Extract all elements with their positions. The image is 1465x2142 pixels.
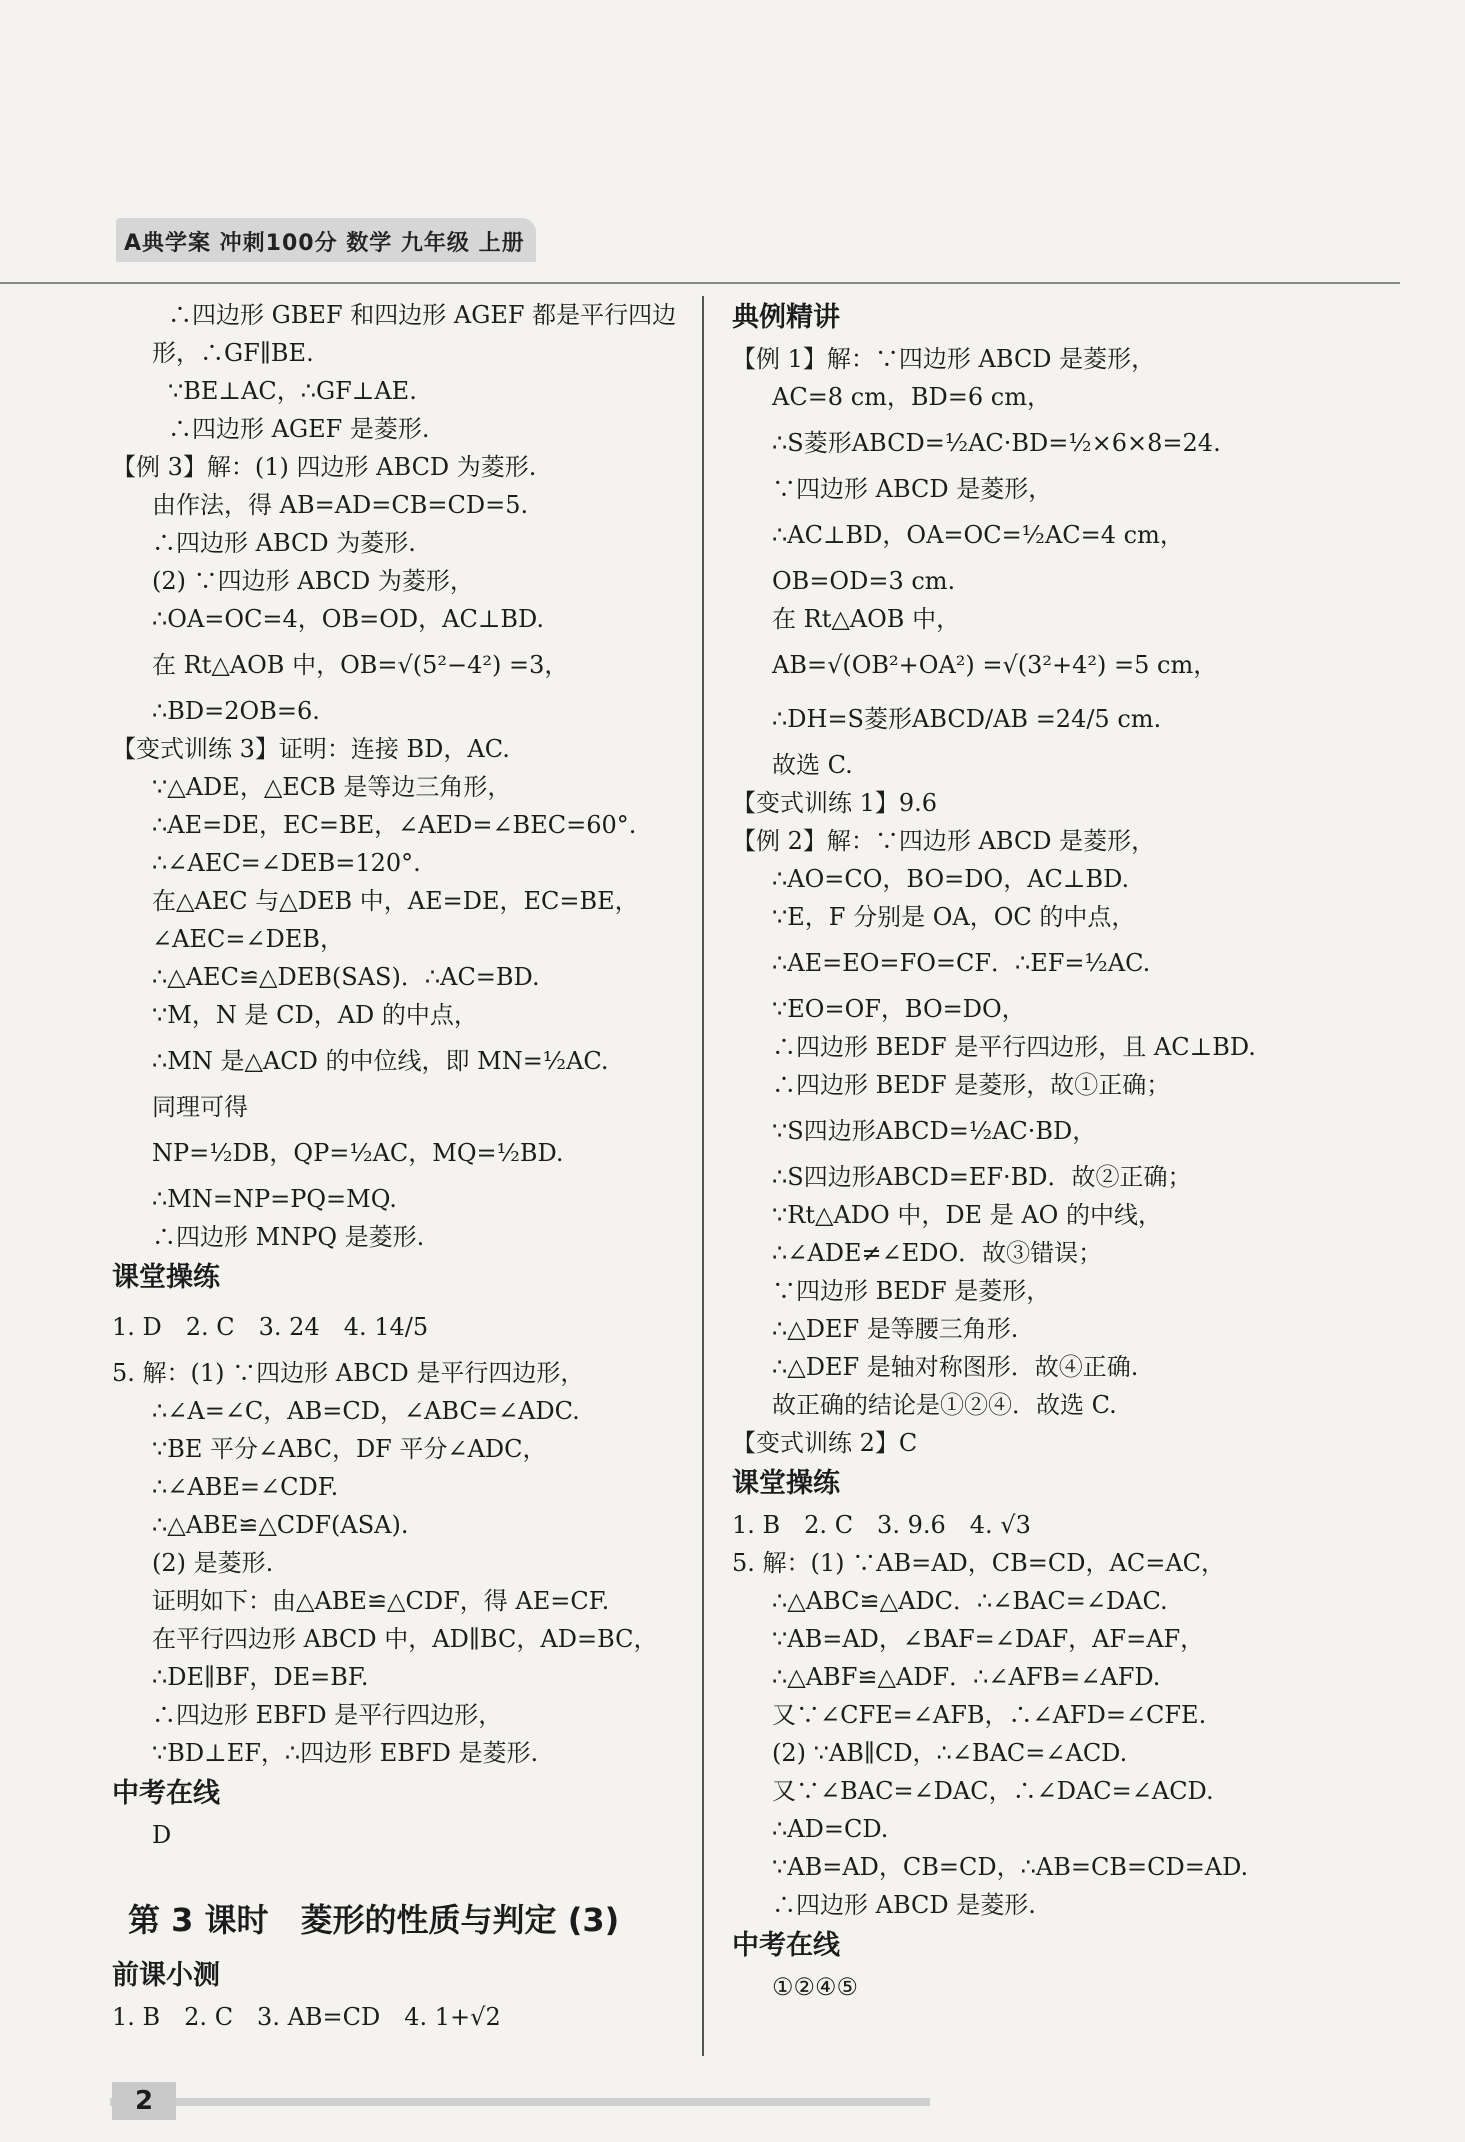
- text-line: ∴△AEC≌△DEB(SAS)．∴AC=BD.: [152, 963, 540, 991]
- text-line: ∵四边形 ABCD 是菱形，: [772, 475, 1053, 503]
- text-line: ∴四边形 BEDF 是平行四边形，且 AC⊥BD.: [772, 1033, 1256, 1061]
- text-line: ∵AB=AD，CB=CD，∴AB=CB=CD=AD.: [772, 1853, 1249, 1881]
- text-line: (2) ∵四边形 ABCD 为菱形，: [152, 567, 474, 595]
- text-line: 故正确的结论是①②④．故选 C.: [772, 1391, 1117, 1419]
- text-line: NP=½DB，QP=½AC，MQ=½BD.: [152, 1139, 564, 1167]
- text-line: 5. 解：(1) ∵AB=AD，CB=CD，AC=AC，: [732, 1549, 1226, 1577]
- text-line: ∴∠ABE=∠CDF.: [152, 1473, 339, 1501]
- text-line: 在 Rt△AOB 中，: [772, 605, 961, 633]
- text-line: ∵BD⊥EF，∴四边形 EBFD 是菱形.: [152, 1739, 539, 1767]
- example-heading: 【例 1】解：∵四边形 ABCD 是菱形，: [732, 345, 1156, 373]
- example-heading: 【例 3】解：(1) 四边形 ABCD 为菱形.: [112, 453, 537, 481]
- text-line: ∴四边形 ABCD 是菱形.: [772, 1891, 1036, 1919]
- text-line: OB=OD=3 cm.: [772, 567, 956, 595]
- example-heading: 【例 2】解：∵四边形 ABCD 是菱形，: [732, 827, 1156, 855]
- text-line: (2) 是菱形.: [152, 1549, 274, 1577]
- text-line: ∴四边形 EBFD 是平行四边形，: [152, 1701, 503, 1729]
- answer-line: 1. D 2. C 3. 24 4. 14/5: [112, 1313, 429, 1341]
- example-heading: 【变式训练 2】C: [732, 1429, 918, 1457]
- lesson-title: 第 3 课时 菱形的性质与判定 (3): [128, 1901, 620, 1939]
- section-heading: 课堂操练: [732, 1468, 840, 1499]
- text-line: ∴OA=OC=4，OB=OD，AC⊥BD.: [152, 605, 545, 633]
- text-line: ∴四边形 MNPQ 是菱形.: [152, 1223, 425, 1251]
- text-line: ∵△ADE，△ECB 是等边三角形，: [152, 773, 512, 801]
- text-line: ∴AE=EO=FO=CF．∴EF=½AC.: [772, 949, 1151, 977]
- example-heading: 【变式训练 1】9.6: [732, 789, 938, 817]
- text-line: ∵BE 平分∠ABC，DF 平分∠ADC，: [152, 1435, 547, 1463]
- text-line: ∴四边形 ABCD 为菱形.: [152, 529, 416, 557]
- text-line: ∵AB=AD，∠BAF=∠DAF，AF=AF，: [772, 1625, 1205, 1653]
- text-line: ∠AEC=∠DEB，: [152, 925, 344, 953]
- text-line: AB=√(OB²+OA²) =√(3²+4²) =5 cm，: [772, 651, 1218, 679]
- answer-line: D: [152, 1821, 172, 1849]
- section-heading: 中考在线: [732, 1930, 840, 1961]
- text-line: ∴S菱形ABCD=½AC·BD=½×6×8=24.: [772, 429, 1221, 457]
- section-heading: 前课小测: [112, 1960, 220, 1991]
- text-line: ∵四边形 BEDF 是菱形，: [772, 1277, 1051, 1305]
- text-line: ∴AE=DE，EC=BE，∠AED=∠BEC=60°.: [152, 811, 637, 839]
- text-line: 证明如下：由△ABE≌△CDF，得 AE=CF.: [152, 1587, 610, 1615]
- text-line: ∴△ABE≌△CDF(ASA).: [152, 1511, 409, 1539]
- text-line: 又∵∠BAC=∠DAC，∴∠DAC=∠ACD.: [772, 1777, 1214, 1805]
- text-line: ∴∠AEC=∠DEB=120°.: [152, 849, 421, 877]
- text-line: ∴△DEF 是轴对称图形．故④正确.: [772, 1353, 1139, 1381]
- text-line: ∴四边形 GBEF 和四边形 AGEF 都是平行四边: [168, 301, 677, 329]
- section-heading: 典例精讲: [732, 302, 840, 333]
- text-line: ∴∠ADE≠∠EDO．故③错误；: [772, 1239, 1103, 1267]
- text-line: 形，∴GF∥BE.: [152, 339, 314, 367]
- header-rule: [0, 282, 1400, 284]
- footer-bar: [110, 2098, 930, 2106]
- text-line: ∴AO=CO，BO=DO，AC⊥BD.: [772, 865, 1130, 893]
- text-line: ∴AD=CD.: [772, 1815, 889, 1843]
- text-line: (2) ∵AB∥CD，∴∠BAC=∠ACD.: [772, 1739, 1128, 1767]
- text-line: 又∵∠CFE=∠AFB，∴∠AFD=∠CFE.: [772, 1701, 1207, 1729]
- right-column: [732, 296, 1372, 2006]
- text-line: ∴MN 是△ACD 的中位线，即 MN=½AC.: [152, 1047, 609, 1075]
- text-line: ∴四边形 BEDF 是菱形，故①正确；: [772, 1071, 1171, 1099]
- text-line: ∴△ABF≌△ADF．∴∠AFB=∠AFD.: [772, 1663, 1161, 1691]
- page-number: 2: [112, 2082, 176, 2120]
- text-line: ∴BD=2OB=6.: [152, 697, 320, 725]
- example-heading: 【变式训练 3】证明：连接 BD，AC.: [112, 735, 510, 763]
- column-divider: [702, 296, 704, 2056]
- text-line: 同理可得: [152, 1093, 248, 1121]
- text-line: 在△AEC 与△DEB 中，AE=DE，EC=BE，: [152, 887, 639, 915]
- text-line: AC=8 cm，BD=6 cm，: [772, 383, 1051, 411]
- text-line: ∴MN=NP=PQ=MQ.: [152, 1185, 397, 1213]
- text-line: ∵E，F 分别是 OA，OC 的中点，: [772, 903, 1136, 931]
- answer-line: 1. B 2. C 3. AB=CD 4. 1+√2: [112, 2003, 501, 2031]
- text-line: 在 Rt△AOB 中，OB=√(5²−4²) =3，: [152, 651, 569, 679]
- text-line: ∵BE⊥AC，∴GF⊥AE.: [168, 377, 417, 405]
- text-line: ∵Rt△ADO 中，DE 是 AO 的中线，: [772, 1201, 1162, 1229]
- text-line: 由作法，得 AB=AD=CB=CD=5.: [152, 491, 529, 519]
- text-line: ∵S四边形ABCD=½AC·BD，: [772, 1117, 1097, 1145]
- text-line: ∴∠A=∠C，AB=CD，∠ABC=∠ADC.: [152, 1397, 580, 1425]
- text-line: ∴△ABC≌△ADC．∴∠BAC=∠DAC.: [772, 1587, 1168, 1615]
- left-column: [112, 296, 692, 2036]
- text-line: ∴DE∥BF，DE=BF.: [152, 1663, 369, 1691]
- text-line: 在平行四边形 ABCD 中，AD∥BC，AD=BC，: [152, 1625, 658, 1653]
- text-line: ∴△DEF 是等腰三角形.: [772, 1315, 1019, 1343]
- section-heading: 中考在线: [112, 1778, 220, 1809]
- text-line: ∵EO=OF，BO=DO，: [772, 995, 1026, 1023]
- answer-line: ①②④⑤: [772, 1973, 859, 2001]
- text-line: ∴AC⊥BD，OA=OC=½AC=4 cm，: [772, 521, 1184, 549]
- header-title: A典学案 冲刺100分 数学 九年级 上册: [124, 231, 525, 256]
- answer-line: 1. B 2. C 3. 9.6 4. √3: [732, 1511, 1031, 1539]
- text-line: ∵M，N 是 CD，AD 的中点，: [152, 1001, 478, 1029]
- text-line: 故选 C.: [772, 751, 853, 779]
- text-line: ∴四边形 AGEF 是菱形.: [168, 415, 430, 443]
- text-line: ∴DH=S菱形ABCD/AB =24/5 cm.: [772, 705, 1162, 733]
- text-line: 5. 解：(1) ∵四边形 ABCD 是平行四边形，: [112, 1359, 585, 1387]
- section-heading: 课堂操练: [112, 1262, 220, 1293]
- text-line: ∴S四边形ABCD=EF·BD．故②正确；: [772, 1163, 1192, 1191]
